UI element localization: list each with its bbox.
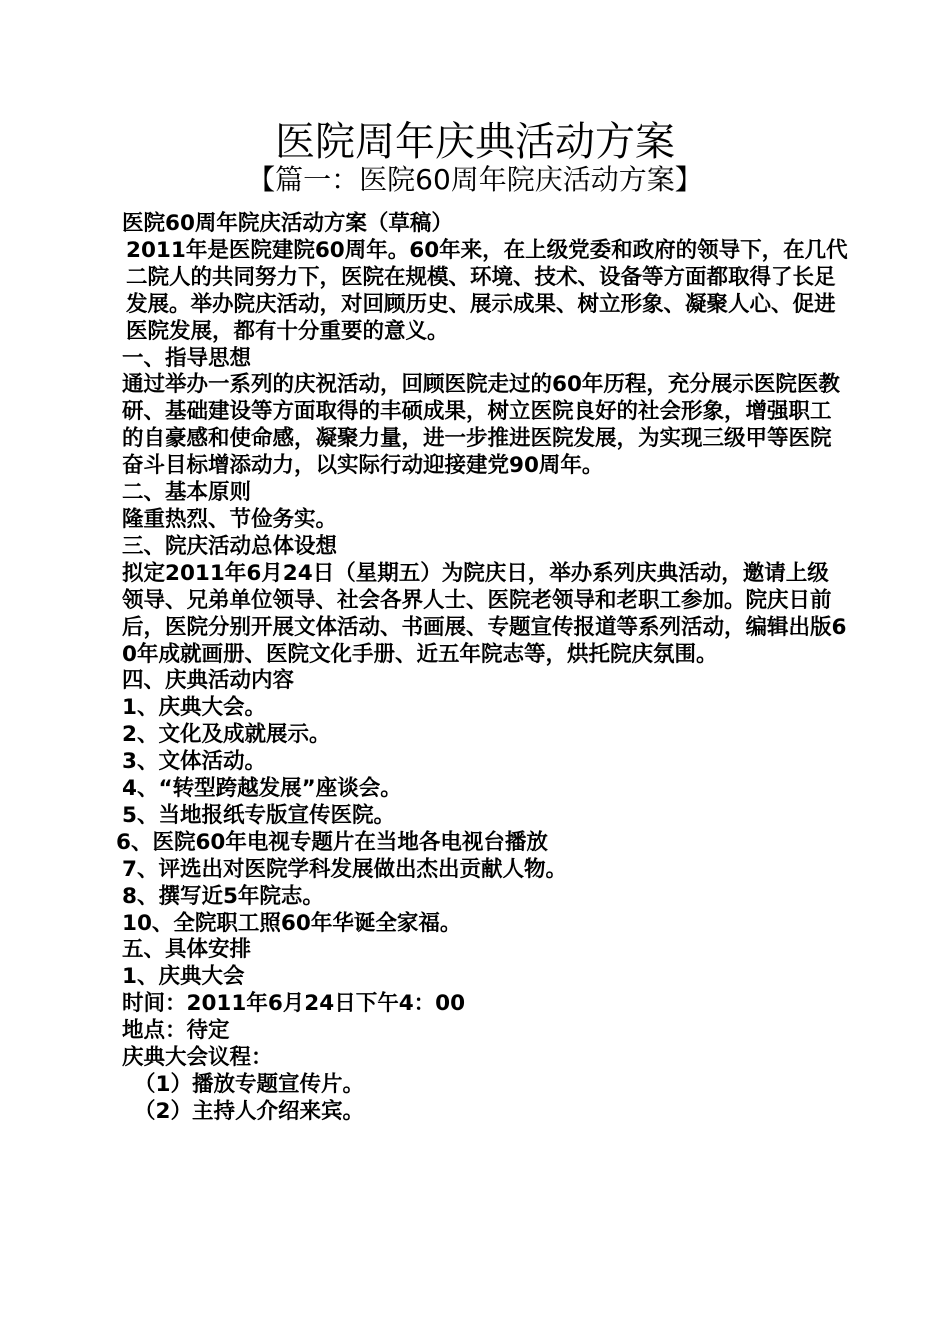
document-subtitle: 【篇一：医院60周年院庆活动方案】	[247, 163, 703, 196]
section5-subtitle: 1、庆典大会	[122, 964, 245, 990]
agenda-title: 庆典大会议程：	[122, 1045, 273, 1071]
list-item: 4、“转型跨越发展”座谈会。	[122, 776, 402, 802]
intro-paragraph: 2011年是医院建院60周年。60年来，在上级党委和政府的领导下，在几代二院人的共同努力下，医院在规模、环境、技术、设备等方面都取得了长足发展。举办院庆活动，对回顾历史、展示成果、树立形象、凝聚人心、促进医院发展，都有十分重要的意义。	[126, 237, 848, 344]
agenda-item: （2）主持人介绍来宾。	[134, 1098, 364, 1124]
section3-text: 拟定2011年6月24日（星期五）为院庆日，举办系列庆典活动，邀请上级领导、兄弟单位领导、社会各界人士、医院老领导和老职工参加。院庆日前后，医院分别开展文体活动、书画展、专题宣传报道等系列活动，编辑出版60年成就画册、医院文化手册、近五年院志等，烘托院庆氛围。	[122, 560, 847, 667]
section1-title: 一、指导思想	[122, 345, 252, 371]
document-title: 医院周年庆典活动方案	[275, 119, 675, 165]
list-item: 3、文体活动。	[122, 749, 266, 775]
draft-heading: 医院60周年院庆活动方案（草稿）	[122, 211, 453, 236]
list-item: 1、庆典大会。	[122, 695, 266, 721]
section3-title: 三、院庆活动总体设想	[122, 533, 338, 559]
section1-text: 通过举办一系列的庆祝活动，回顾医院走过的60年历程，充分展示医院医教研、基础建设等方面取得的丰硕成果，树立医院良好的社会形象，增强职工的自豪感和使命感，凝聚力量，进一步推进医院发展，为实现三级甲等医院奋斗目标增添动力，以实际行动迎接建党90周年。	[122, 372, 840, 479]
list-item: 5、当地报纸专版宣传医院。	[122, 802, 395, 828]
agenda-item: （1）播放专题宣传片。	[134, 1072, 364, 1097]
list-item: 2、文化及成就展示。	[122, 722, 331, 748]
document-body	[114, 211, 850, 1126]
section5-title: 五、具体安排	[122, 937, 252, 963]
list-item: 6、医院60年电视专题片在当地各电视台播放	[116, 829, 548, 855]
section2-text: 隆重热烈、节俭务实。	[122, 506, 338, 532]
list-item: 7、评选出对医院学科发展做出杰出贡献人物。	[122, 856, 567, 882]
section4-title: 四、庆典活动内容	[122, 668, 295, 694]
section2-title: 二、基本原则	[122, 480, 252, 506]
list-item: 8、撰写近5年院志。	[122, 883, 324, 909]
place-line: 地点：待定	[122, 1018, 230, 1044]
list-item: 10、全院职工照60年华诞全家福。	[122, 910, 462, 936]
time-line: 时间：2011年6月24日下午4：00	[122, 991, 466, 1017]
